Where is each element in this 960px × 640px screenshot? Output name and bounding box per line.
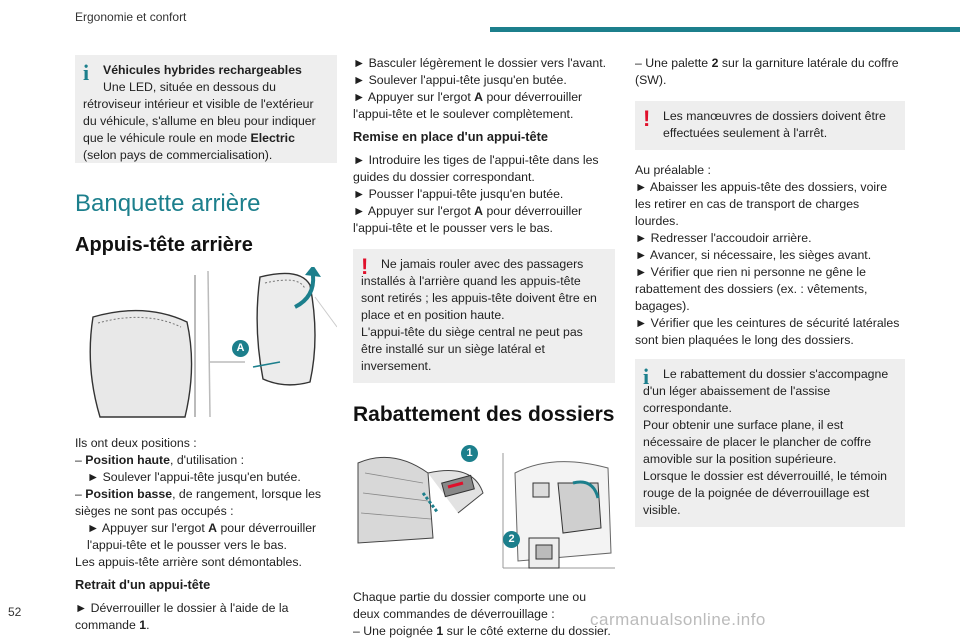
step-lift: ► Soulever l'appui-tête jusqu'en butée. [353, 73, 567, 87]
position-high: – Position haute, d'utilisation : [75, 453, 245, 467]
position-low-step: ► Appuyer sur l'ergot A pour déverrouiller l'appui-tête et le pousser vers le bas. [87, 521, 317, 552]
headrest-drawing [75, 267, 337, 427]
refit-step-3: ► Appuyer sur l'ergot A pour déverrouiller l'appui-tête et le pousser vers le bas. [353, 204, 583, 235]
prelim-step-3: ► Avancer, si nécessaire, les sièges avant. [635, 248, 872, 262]
prelim-title: Au préalable : [635, 163, 711, 177]
section-title-banquette: Banquette arrière [75, 190, 261, 217]
seat-fold-drawing [353, 443, 615, 583]
seat-item-2: – Une palette 2 sur la garniture latérale du coffre (SW). [635, 56, 899, 87]
seat-item-1: – Une poignée 1 sur le côté externe du dossier. [353, 624, 611, 638]
watermark: carmanualsonline.info [590, 610, 766, 629]
warning-stopped-text: Les manœuvres de dossiers doivent être effectuées seulement à l'arrêt. [663, 109, 886, 140]
info-box-hybrid [75, 55, 337, 163]
removal-step-1: ► Déverrouiller le dossier à l'aide de la commande 1. [75, 601, 289, 632]
column-1 [75, 55, 337, 634]
positions-intro: Ils ont deux positions : [75, 436, 197, 450]
seat-badge-2: 2 [503, 531, 520, 548]
column-2 [353, 55, 615, 640]
header-accent-bar [490, 27, 960, 32]
section-title-rabattement: Rabattement des dossiers [353, 403, 615, 426]
seat-badge-1: 1 [461, 445, 478, 462]
info-box-folding [635, 359, 905, 527]
step-tilt: ► Basculer légèrement le dossier vers l'avant. [353, 56, 607, 70]
page-number: 52 [8, 605, 22, 619]
info-icon: i [83, 60, 90, 85]
prelim-step-4: ► Vérifier que rien ni personne ne gêne le rabattement des dossiers (ex. : vêtements, bagages). [635, 265, 868, 313]
info-icon: i [643, 364, 650, 389]
seat-caption: Chaque partie du dossier comporte une ou deux commandes de déverrouillage : [353, 590, 587, 621]
info-folding-text-1: Le rabattement du dossier s'accompagne d'un léger abaissement de l'assise correspondante. [643, 367, 889, 415]
step-press: ► Appuyer sur l'ergot A pour déverrouiller l'appui-tête et le soulever complètement. [353, 90, 583, 121]
info-folding-text-2: Pour obtenir une surface plane, il est nécessaire de placer le plancher de coffre amovible sur la position supérieure. [643, 418, 872, 466]
position-high-step: ► Soulever l'appui-tête jusqu'en butée. [87, 470, 301, 484]
info-title: Véhicules hybrides rechargeables [103, 63, 302, 77]
headrest-illustration [75, 267, 337, 427]
prelim-step-1: ► Abaisser les appuis-tête des dossiers, voire les retirer en cas de transport de charges lourdes. [635, 180, 888, 228]
seat-fold-illustration [353, 443, 615, 583]
position-low: – Position basse, de rangement, lorsque les sièges ne sont pas occupés : [75, 487, 322, 518]
warning-icon: ! [361, 254, 369, 279]
warning-text-2: L'appui-tête du siège central ne peut pas être installé sur un siège latéral et inversement. [361, 325, 583, 373]
info-text: Une LED, située en dessous du rétroviseur intérieur et visible de l'extérieur du véhicule, s'allume en bleu pour indiquer que le véhicule roule en mode Electric (selon pays de commercialisation). [83, 80, 316, 162]
removable-note: Les appuis-tête arrière sont démontables. [75, 555, 302, 569]
warning-box-stopped [635, 101, 905, 150]
warning-box-headrest [353, 249, 615, 383]
refit-title: Remise en place d'un appui-tête [353, 129, 549, 144]
removal-title: Retrait d'un appui-tête [75, 577, 211, 592]
prelim-step-5: ► Vérifier que les ceintures de sécurité latérales sont bien plaquées le long des dossiers. [635, 316, 900, 347]
refit-step-2: ► Pousser l'appui-tête jusqu'en butée. [353, 187, 564, 201]
prelim-step-2: ► Redresser l'accoudoir arrière. [635, 231, 812, 245]
page-header-title: Ergonomie et confort [75, 10, 187, 24]
warning-text-1: Ne jamais rouler avec des passagers installés à l'arrière quand les appuis-tête sont retirés ; les appuis-tête doivent être en place et en position haute. [361, 257, 597, 322]
info-folding-text-3: Lorsque le dossier est déverrouillé, le témoin rouge de la poignée de déverrouillage est visible. [643, 469, 888, 517]
refit-step-1: ► Introduire les tiges de l'appui-tête dans les guides du dossier correspondant. [353, 153, 599, 184]
column-3 [635, 55, 905, 535]
warning-icon: ! [643, 106, 651, 131]
headrest-badge-a: A [232, 340, 249, 357]
subsection-title-appuis-tete: Appuis-tête arrière [75, 234, 253, 256]
